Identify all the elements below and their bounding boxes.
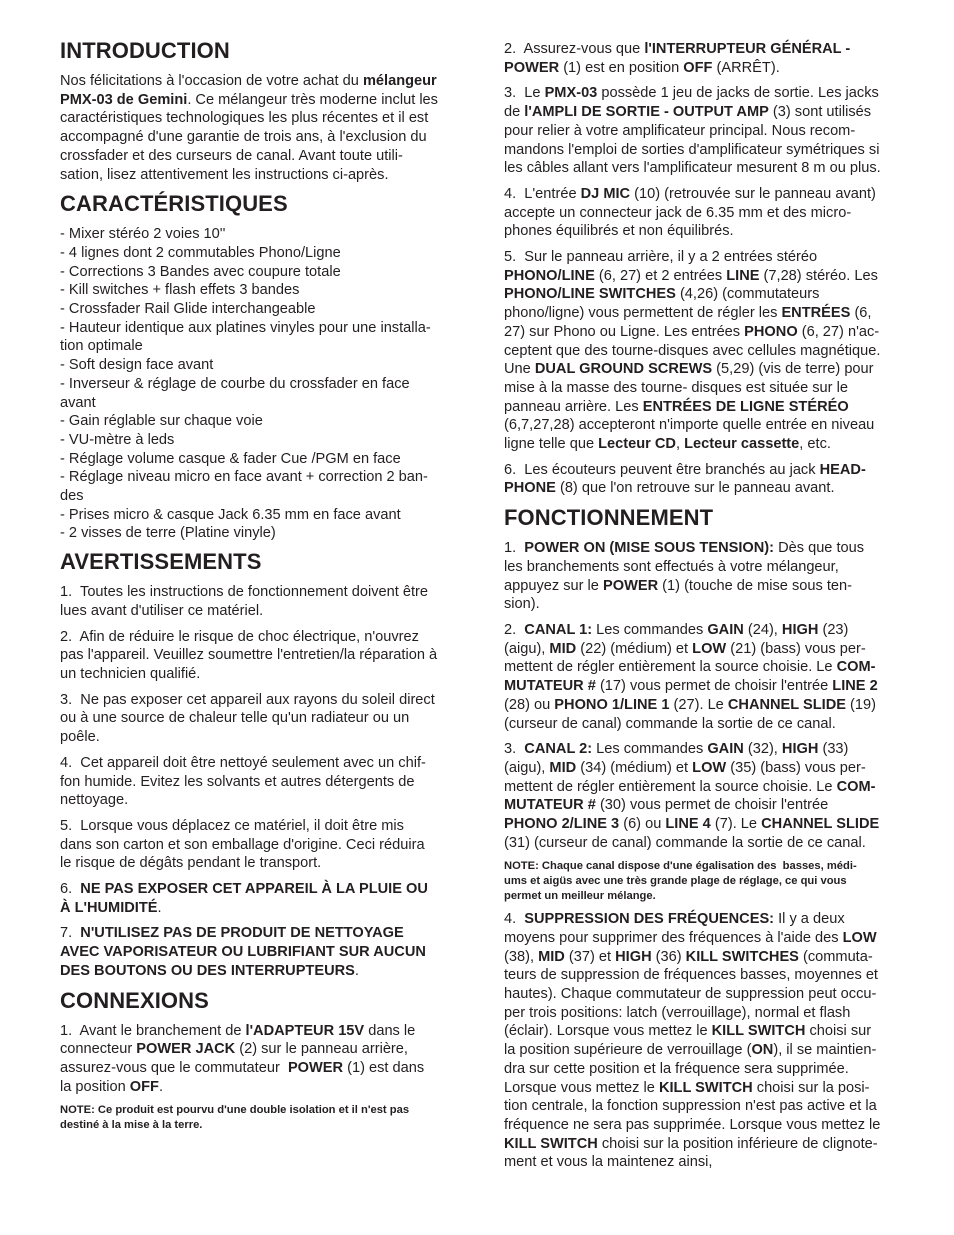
warning-item: 5. Lorsque vous déplacez ce matériel, il doit être mis dans son carton et son emballage d'origine. Ceci réduira le risque de dégâts pendant le transport. [60,817,425,872]
feature-item: - Prises micro & casque Jack 6.35 mm en face avant [60,506,401,523]
feature-item: - 2 visses de terre (Platine vinyle) [60,525,276,542]
operation-item: 4. SUPPRESSION DES FRÉQUENCES: Il y a deux moyens pour supprimer des fréquences à l'aide des LOW (38), MID (37) et HIGH (36) KILL SWITCHES (commuta- teurs de suppression de fréquences basses, moyennes et hautes). Chaque commutateur de suppression peut occu- per trois positions: latch (verrouillage), normal et flash (éclair). Lorsque vous mettez le KILL SWITCH choisi sur la position supérieure de verrouillage (ON), il se maintien- dra sur cette position et la fréquence sera supprimée. Lorsque vous mettez le KILL SWITCH choisi sur la posi- tion centrale, la fonction suppression n'est pas active et la fréquence ne sera pas supprimée. Lorsque vous mettez le KILL SWITCH choisi sur la position inférieure de clignote- ment et vous la maintenez ainsi, [504,911,881,1171]
feature-item: - VU-mètre à leds [60,431,175,448]
feature-item: - Soft design face avant [60,357,214,374]
warning-item: 6. NE PAS EXPOSER CET APPAREIL À LA PLUIE OU À L'HUMIDITÉ. [60,881,428,916]
operation-item: 1. POWER ON (MISE SOUS TENSION): Dès que tous les branchements sont effectués à votre mélangeur, appuyez sur le POWER (1) (touche de mise sous ten- sion). [504,540,865,613]
heading-introduction: INTRODUCTION [60,38,230,63]
connection-item: 3. Le PMX-03 possède 1 jeu de jacks de sortie. Les jacks de l'AMPLI DE SORTIE - OUTPUT AMP (3) sont utilisés pour relier à votre amplificateur principal. Nous recom- mandons l'emploi de sorties d'amplificateur symétriques si les câbles allant vers l'amplificateur mesurent 8 m ou plus. [504,85,881,177]
operation-item: 2. CANAL 1: Les commandes GAIN (24), HIGH (23) (aigu), MID (22) (médium) et LOW (21) (bass) vous per- mettent de régler entièrement la source choisie. Le COM- MUTATEUR # (17) vous permet de choisir l'entrée LINE 2 (28) ou PHONO 1/LINE 1 (27). Le CHANNEL SLIDE (19) (curseur de canal) commande la sortie de ce canal. [504,621,878,732]
operation-note: NOTE: Chaque canal dispose d'une égalisation des basses, médi- ums et aigüs avec une très grande plage de réglage, ce qui vous permet un meilleur mélange. [504,860,857,902]
connection-item: 6. Les écouteurs peuvent être branchés au jack HEAD- PHONE (8) que l'on retrouve sur le panneau avant. [504,461,866,497]
right-column [504,0,910,1179]
feature-item: - Gain réglable sur chaque voie [60,413,263,430]
connection-item: 2. Assurez-vous que l'INTERRUPTEUR GÉNÉRAL - POWER (1) est en position OFF (ARRÊT). [504,41,851,76]
heading-caracteristiques: CARACTÉRISTIQUES [60,191,288,217]
warning-item: 4. Cet appareil doit être nettoyé seulement avec un chif- fon humide. Evitez les solvants et autres détergents de nettoyage. [60,754,426,809]
feature-item: - Corrections 3 Bandes avec coupure totale [60,263,341,280]
feature-item: - Mixer stéréo 2 voies 10'' [60,226,226,243]
feature-item: - Réglage volume casque & fader Cue /PGM en face [60,450,401,467]
connection-item: 5. Sur le panneau arrière, il y a 2 entrées stéréo PHONO/LINE (6, 27) et 2 entrées LINE (7,28) stéréo. Les PHONO/LINE SWITCHES (4,26) (commutateurs phono/ligne) vous permettent de régler les ENTRÉES (6, 27) sur Phono ou Ligne. Les entrées PHONO (6, 27) n'ac- ceptent que des tourne-disques avec cellules magnétique. Une DUAL GROUND SCREWS (5,29) (vis de terre) pour mise à la masse des tourne- disques est située sur le panneau arrière. Les ENTRÉES DE LIGNE STÉRÉO (6,7,27,28) accepteront n'importe quelle entrée en niveau ligne telle que Lecteur CD, Lecteur cassette, etc. [504,249,881,453]
warning-item: 7. N'UTILISEZ PAS DE PRODUIT DE NETTOYAGE AVEC VAPORISATEUR OU LUBRIFIANT SUR AUCUN DES BOUTONS OU DES INTERRUPTEURS. [60,925,426,979]
feature-item: - Kill switches + flash effets 3 bandes [60,282,300,299]
features-list [60,225,470,543]
warning-item: 1. Toutes les instructions de fonctionnement doivent être lues avant d'utiliser ce matériel. [60,584,429,619]
heading-fonctionnement: FONCTIONNEMENT [504,505,714,531]
feature-item: - 4 lignes dont 2 commutables Phono/Ligne [60,244,341,261]
connection-item: 4. L'entrée DJ MIC (10) (retrouvée sur le panneau avant) accepte un connecteur jack de 6.35 mm et des micro- phones équilibrés et non équilibrés. [504,185,876,240]
intro-paragraph: Nos félicitations à l'occasion de votre achat du mélangeur PMX-03 de Gemini. Ce mélangeur très moderne inclut les caractéristiques technologiques les plus récentes et il est accompagné d'une garantie de trois ans, à l'exclusion du crossfader et des curseurs de canal. Avant toute utili- sation, lisez attentivement les instructions ci-après. [60,73,438,183]
connection-item: 1. Avant le branchement de l'ADAPTEUR 15V dans le connecteur POWER JACK (2) sur le panneau arrière, assurez-vous que le commutateur POWER (1) est dans la position OFF. [60,1022,425,1095]
left-column [60,0,470,1140]
feature-item: - Hauteur identique aux platines vinyles pour une installa- tion optimale [60,319,431,355]
feature-item: - Crossfader Rail Glide interchangeable [60,301,316,318]
operation-item: 3. CANAL 2: Les commandes GAIN (32), HIGH (33) (aigu), MID (34) (médium) et LOW (35) (bass) vous per- mettent de régler entièrement la source choisie. Le COM- MUTATEUR # (30) vous permet de choisir l'entrée PHONO 2/LINE 3 (6) ou LINE 4 (7). Le CHANNEL SLIDE (31) (curseur de canal) commande la sortie de ce canal. [504,741,880,851]
warning-item: 2. Afin de réduire le risque de choc électrique, n'ouvrez pas l'appareil. Veuillez soumettre l'entretien/la réparation à un technicien qualifié. [60,628,438,682]
heading-connexions: CONNEXIONS [60,987,209,1013]
heading-avertissements: AVERTISSEMENTS [60,549,262,575]
feature-item: - Réglage niveau micro en face avant + correction 2 ban- des [60,469,428,505]
warning-item: 3. Ne pas exposer cet appareil aux rayons du soleil direct ou à une source de chaleur telle qu'un radiateur ou un poêle. [60,691,435,746]
connection-note: NOTE: Ce produit est pourvu d'une double isolation et il n'est pas destiné à la mise à la terre. [60,1104,410,1131]
feature-item: - Inverseur & réglage de courbe du crossfader en face avant [60,375,410,411]
